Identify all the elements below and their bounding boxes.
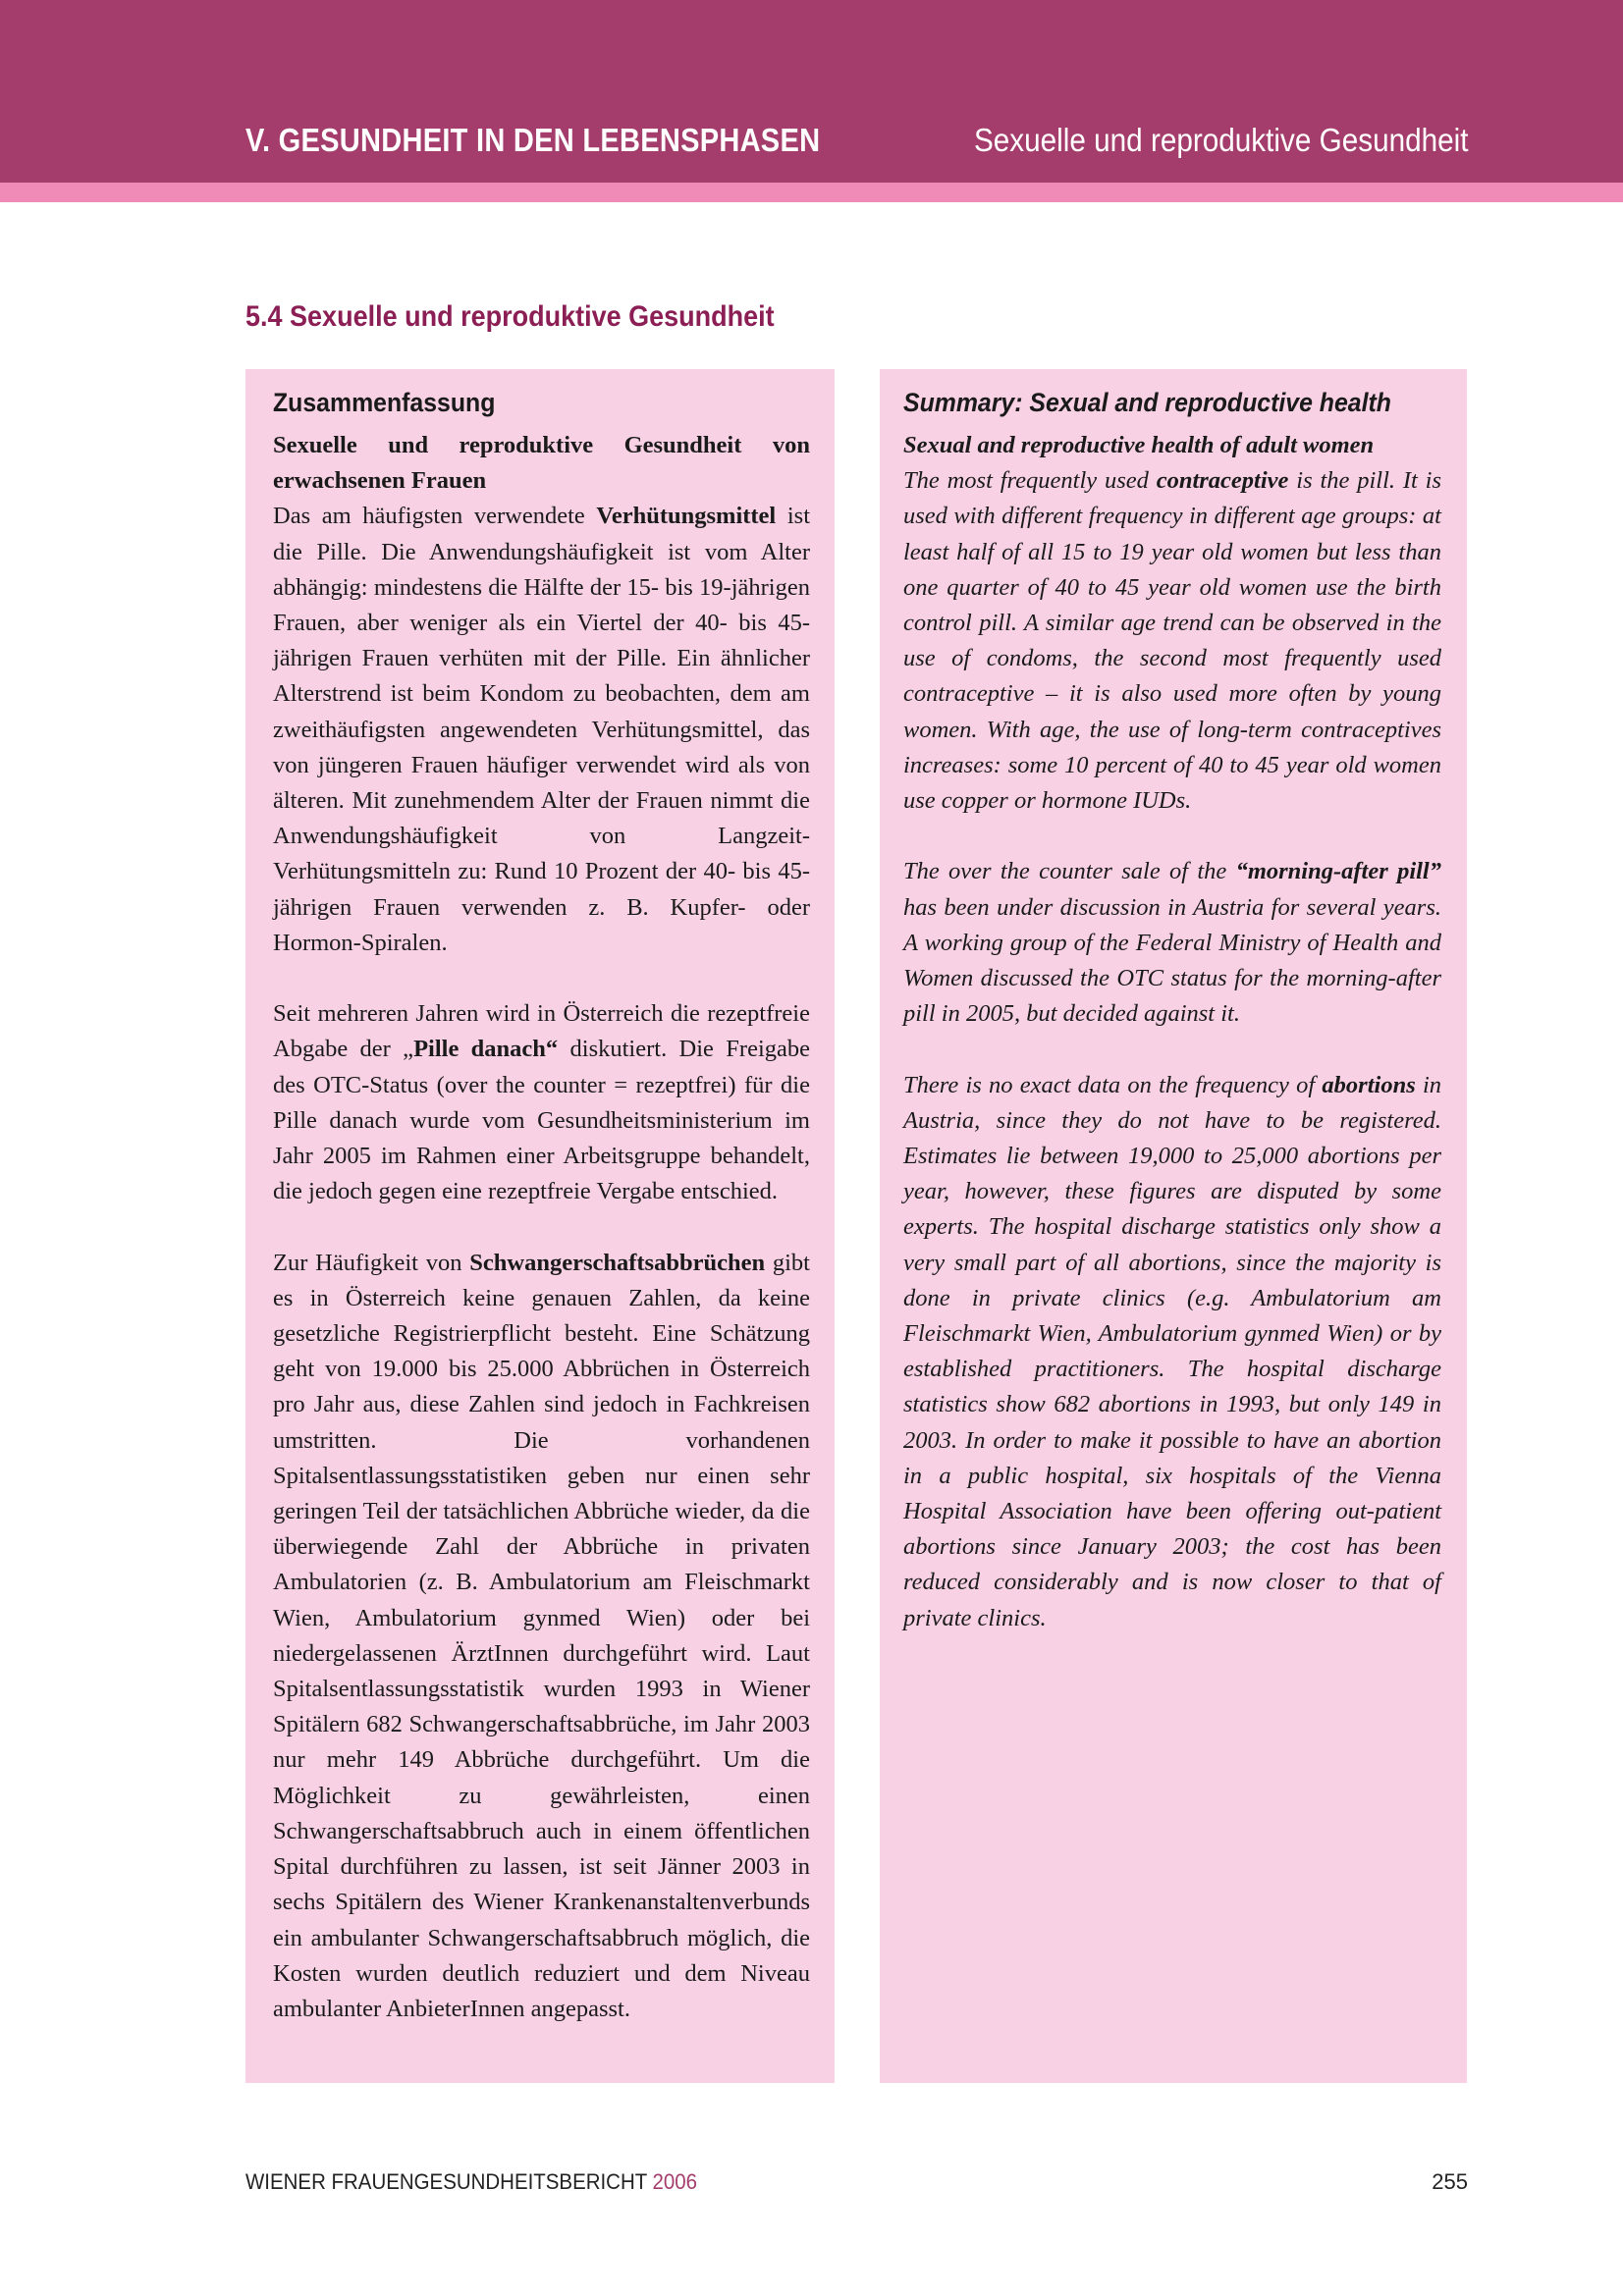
english-summary-box <box>880 369 1467 2083</box>
text-run: has been under discussion in Austria for several years. A working group of the Federal Ministry of Health and Women discussed the OTC status for the morning-after pill in 2005, but decided against it. <box>903 893 1441 1028</box>
keyword: Pille danach“ <box>413 1036 559 1063</box>
section-title: 5.4 Sexuelle und reproduktive Gesundheit <box>245 300 775 333</box>
english-paragraph-2 <box>903 854 1441 1032</box>
english-paragraph-1 <box>903 428 1441 819</box>
text-run: is the pill. It is used with different frequency in different age groups: at least half of all 15 to 19 year old women but less than one quarter of 40 to 45 year old women use the birth control pill. A similar age trend can be observed in the use of condoms, the second most frequently used contraceptive – it is also used more often by young women. With age, the use of long-term contraceptives increases: some 10 percent of 40 to 45 year old women use copper or hormone IUDs. <box>903 467 1441 815</box>
text-run: The most frequently used <box>903 467 1157 495</box>
german-paragraph-1 <box>273 428 810 961</box>
english-subheading: Sexual and reproductive health of adult women <box>903 432 1375 458</box>
header-accent-stripe <box>0 183 1623 202</box>
text-run: The over the counter sale of the <box>903 858 1236 885</box>
keyword: Schwangerschaftsabbrüchen <box>469 1249 766 1276</box>
english-summary-text <box>903 428 1441 1636</box>
text-run: gibt es in Österreich keine genauen Zahlen, da keine gesetzliche Registrierpflicht besteht. Eine Schätzung geht von 19.000 bis 25.000 Abbrüchen in Österreich pro Jahr aus, diese Zahlen sind jedoch in Fachkreisen umstritten. Die vorhandenen Spitalsentlassungsstatistiken geben nur einen sehr geringen Teil der tatsächlichen Abbrüche wieder, da die überwiegende Zahl der Abbrüche in privaten Ambulatorien (z. B. Ambulatorium am Fleischmarkt Wien, Ambulatorium gynmed Wien) oder bei niedergelassenen ÄrztInnen durchgeführt wird. Laut Spitalsentlassungsstatistik wurden 1993 in Wiener Spitälern 682 Schwangerschaftsabbrüche, im Jahr 2003 nur mehr 149 Abbrüche durchgeführt. Um die Möglichkeit zu gewährleisten, einen Schwangerschaftsabbruch auch in einem öffentlichen Spital durchführen zu lassen, ist seit Jänner 2003 in sechs Spitälern des Wiener Krankenanstaltenverbunds ein ambulanter Schwangerschaftsabbruch möglich, die Kosten wurden deutlich reduziert und dem Niveau ambulanter AnbieterInnen angepasst. <box>273 1249 810 2022</box>
text-run: diskutiert. Die Freigabe des OTC-Status (over the counter = rezeptfrei) für die Pille danach wurde vom Gesundheitsministerium im Jahr 2005 im Rahmen einer Arbeitsgruppe behandelt, die jedoch gegen eine rezeptfreie Vergabe entschied. <box>273 1036 811 1205</box>
keyword: Verhütungsmittel <box>596 503 777 530</box>
page-number: 255 <box>1432 2169 1468 2194</box>
keyword: contraceptive <box>1156 467 1289 495</box>
text-run: ist die Pille. Die Anwendungshäufigkeit ist vom Alter abhängig: mindestens die Hälfte der 15- bis 19-jährigen Frauen, aber weniger als ein Viertel der 40- bis 45-jährigen Frauen verhüten mit der Pille. Ein ähnlicher Alterstrend ist beim Kondom zu beobachten, dem am zweithäufigsten angewendeten Verhütungsmittel, das von jüngeren Frauen häufiger verwendet wird als von älteren. Mit zunehmendem Alter der Frauen nimmt die Anwendungshäufigkeit von Langzeit-Verhütungsmitteln zu: Rund 10 Prozent der 40- bis 45-jährigen Frauen verwenden z. B. Kupfer- oder Hormon-Spiralen. <box>273 503 810 956</box>
english-summary-title: Summary: Sexual and reproductive health <box>903 388 1391 417</box>
keyword: “morning-after pill” <box>1235 858 1441 885</box>
german-summary-box <box>245 369 835 2083</box>
keyword: abortions <box>1322 1071 1416 1098</box>
text-run: Zur Häufigkeit von <box>273 1249 470 1276</box>
footer-year: 2006 <box>652 2169 698 2194</box>
running-title: Sexuelle und reproduktive Gesundheit <box>974 122 1469 158</box>
german-summary-title: Zusammenfassung <box>273 388 496 417</box>
text-run: Seit mehreren Jahren wird in Österreich die rezeptfreie Abgabe der „ <box>273 1000 810 1063</box>
german-summary-text <box>273 428 810 2027</box>
chapter-heading: V. GESUNDHEIT IN DEN LEBENSPHASEN <box>245 122 821 158</box>
text-run: Das am häufigsten verwendete <box>273 503 597 530</box>
footer-report-title <box>245 2169 697 2195</box>
english-paragraph-3 <box>903 1068 1441 1636</box>
german-paragraph-3 <box>273 1246 810 2027</box>
german-subheading: Sexuelle und reproduktive Gesundheit von erwachsenen Frauen <box>273 432 810 495</box>
german-paragraph-2 <box>273 996 810 1209</box>
footer-report-name: WIENER FRAUENGESUNDHEITSBERICHT <box>245 2169 653 2194</box>
text-run: in Austria, since they do not have to be registered. Estimates lie between 19,000 to 25,000 abortions per year, however, these figures are disputed by some experts. The hospital discharge statistics only show a very small part of all abortions, since the majority is done in private clinics (e.g. Ambulatorium am Fleischmarkt Wien, Ambulatorium gynmed Wien) or by established practitioners. The hospital discharge statistics show 682 abortions in 1993, but only 149 in 2003. In order to make it possible to have an abortion in a public hospital, six hospitals of the Vienna Hospital Association have been offering out-patient abortions since January 2003; the cost has been reduced considerably and is now closer to that of private clinics. <box>903 1071 1442 1631</box>
text-run: There is no exact data on the frequency of <box>903 1071 1323 1098</box>
